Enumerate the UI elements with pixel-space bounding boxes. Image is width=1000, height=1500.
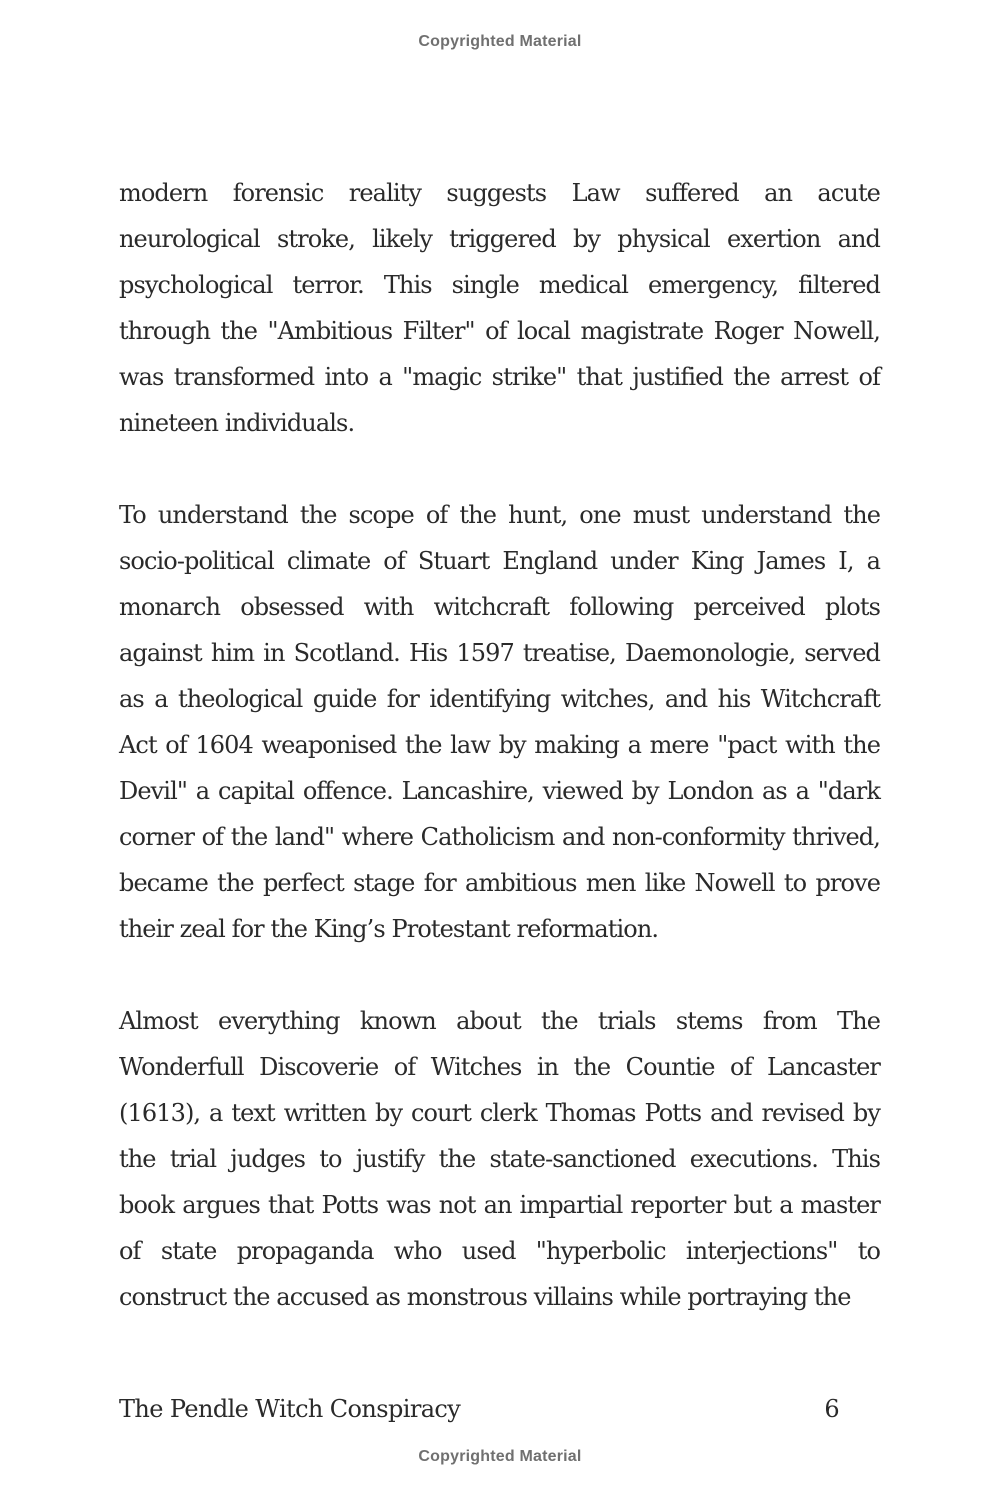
copyright-watermark-top: Copyrighted Material bbox=[418, 33, 582, 50]
page-body bbox=[119, 170, 880, 1366]
running-footer-title: The Pendle Witch Conspiracy bbox=[119, 1395, 461, 1423]
paragraph-3: Almost everything known about the trials stems from The Wonderfull Discoverie of Witches in the Countie of Lancaster (1613), a text written by court clerk Thomas Potts and revised by the trial judges to justify the state-sanctioned executions. This book argues that Potts was not an impartial reporter but a master of state propaganda who used "hyperbolic interjections" to construct the accused as monstrous villains while portraying the bbox=[119, 1007, 880, 1311]
copyright-watermark-bottom: Copyrighted Material bbox=[418, 1448, 582, 1465]
page-footer bbox=[119, 1395, 839, 1423]
page-number: 6 bbox=[824, 1395, 839, 1423]
paragraph-1: modern forensic reality suggests Law suffered an acute neurological stroke, likely triggered by physical exertion and psychological terror. This single medical emergency, filtered through the "Ambitious Filter" of local magistrate Roger Nowell, was transformed into a "magic strike" that justified the arrest of nineteen individuals. bbox=[119, 179, 880, 437]
paragraph-2: To understand the scope of the hunt, one must understand the socio-political climate of Stuart England under King James I, a monarch obsessed with witchcraft following perceived plots against him in Scotland. His 1597 treatise, Daemonologie, served as a theological guide for identifying witches, and his Witchcraft Act of 1604 weaponised the law by making a mere "pact with the Devil" a capital offence. Lancashire, viewed by London as a "dark corner of the land" where Catholicism and non-conformity thrived, became the perfect stage for ambitious men like Nowell to prove their zeal for the King’s Protestant reformation. bbox=[119, 501, 880, 943]
